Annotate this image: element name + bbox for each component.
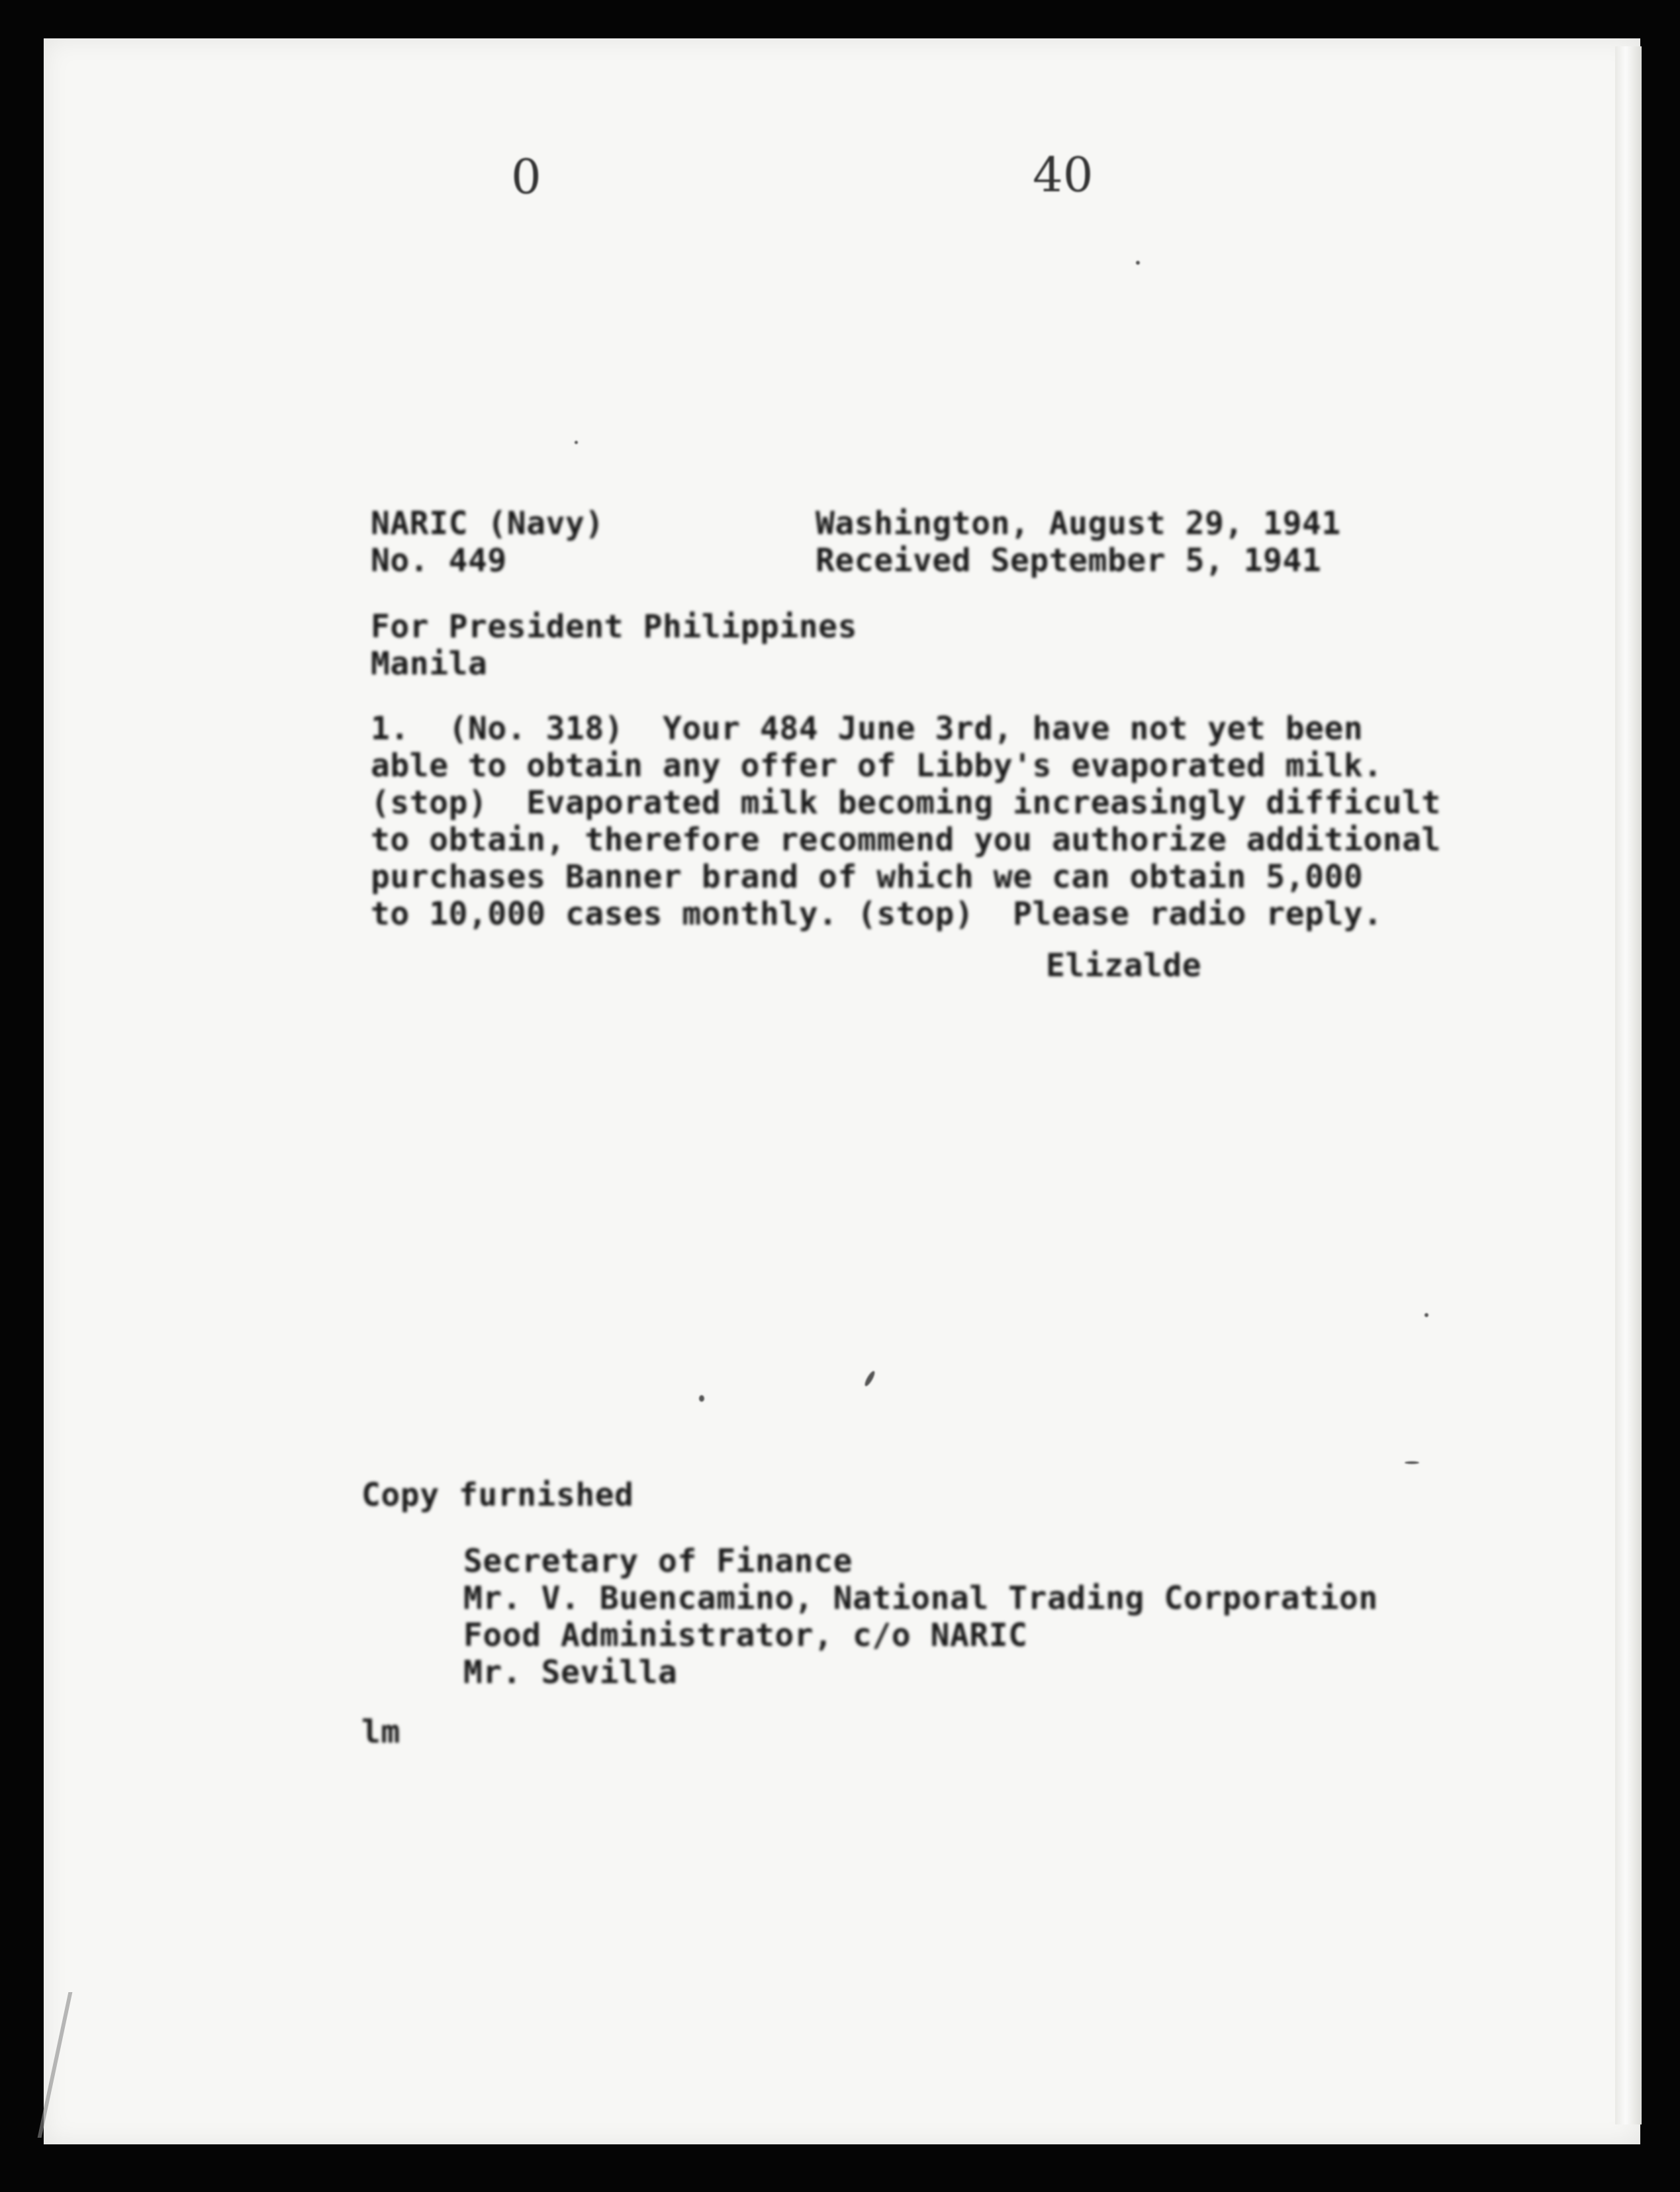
addressee-line-2: Manila bbox=[371, 645, 488, 682]
handwritten-mark-left: 0 bbox=[511, 149, 541, 205]
message-number: No. 449 bbox=[371, 542, 507, 579]
scan-speck bbox=[699, 1395, 704, 1402]
body-line: to obtain, therefore recommend you authorize additional bbox=[371, 821, 1441, 858]
paper-edge bbox=[1615, 46, 1642, 2124]
scan-speck bbox=[1424, 1313, 1428, 1317]
body-line: 1. (No. 318) Your 484 June 3rd, have not yet been bbox=[371, 710, 1364, 747]
scan-speck bbox=[575, 441, 578, 444]
copy-recipient: Secretary of Finance bbox=[463, 1543, 853, 1580]
scan-speck bbox=[1136, 261, 1140, 265]
copy-recipient: Food Administrator, c/o NARIC bbox=[463, 1617, 1028, 1654]
place-date-line: Washington, August 29, 1941 bbox=[816, 505, 1341, 542]
sender-line: NARIC (Navy) bbox=[371, 505, 604, 542]
copy-recipient: Mr. V. Buencamino, National Trading Corporation bbox=[463, 1580, 1378, 1617]
handwritten-mark-right: 40 bbox=[1033, 147, 1094, 203]
scan-speck bbox=[1405, 1461, 1419, 1464]
body-line: purchases Banner brand of which we can obtain 5,000 bbox=[371, 858, 1364, 895]
addressee-line-1: For President Philippines bbox=[371, 608, 857, 645]
body-line: able to obtain any offer of Libby's evaporated milk. bbox=[371, 747, 1383, 784]
body-line: (stop) Evaporated milk becoming increasingly difficult bbox=[371, 784, 1441, 821]
typist-initials: lm bbox=[361, 1713, 400, 1751]
copy-furnished-heading: Copy furnished bbox=[361, 1477, 634, 1514]
paper-sheet bbox=[44, 38, 1640, 2144]
copy-recipient: Mr. Sevilla bbox=[463, 1654, 678, 1691]
received-date-line: Received September 5, 1941 bbox=[816, 542, 1322, 579]
body-line: to 10,000 cases monthly. (stop) Please radio reply. bbox=[371, 895, 1383, 933]
signature: Elizalde bbox=[1046, 947, 1202, 984]
